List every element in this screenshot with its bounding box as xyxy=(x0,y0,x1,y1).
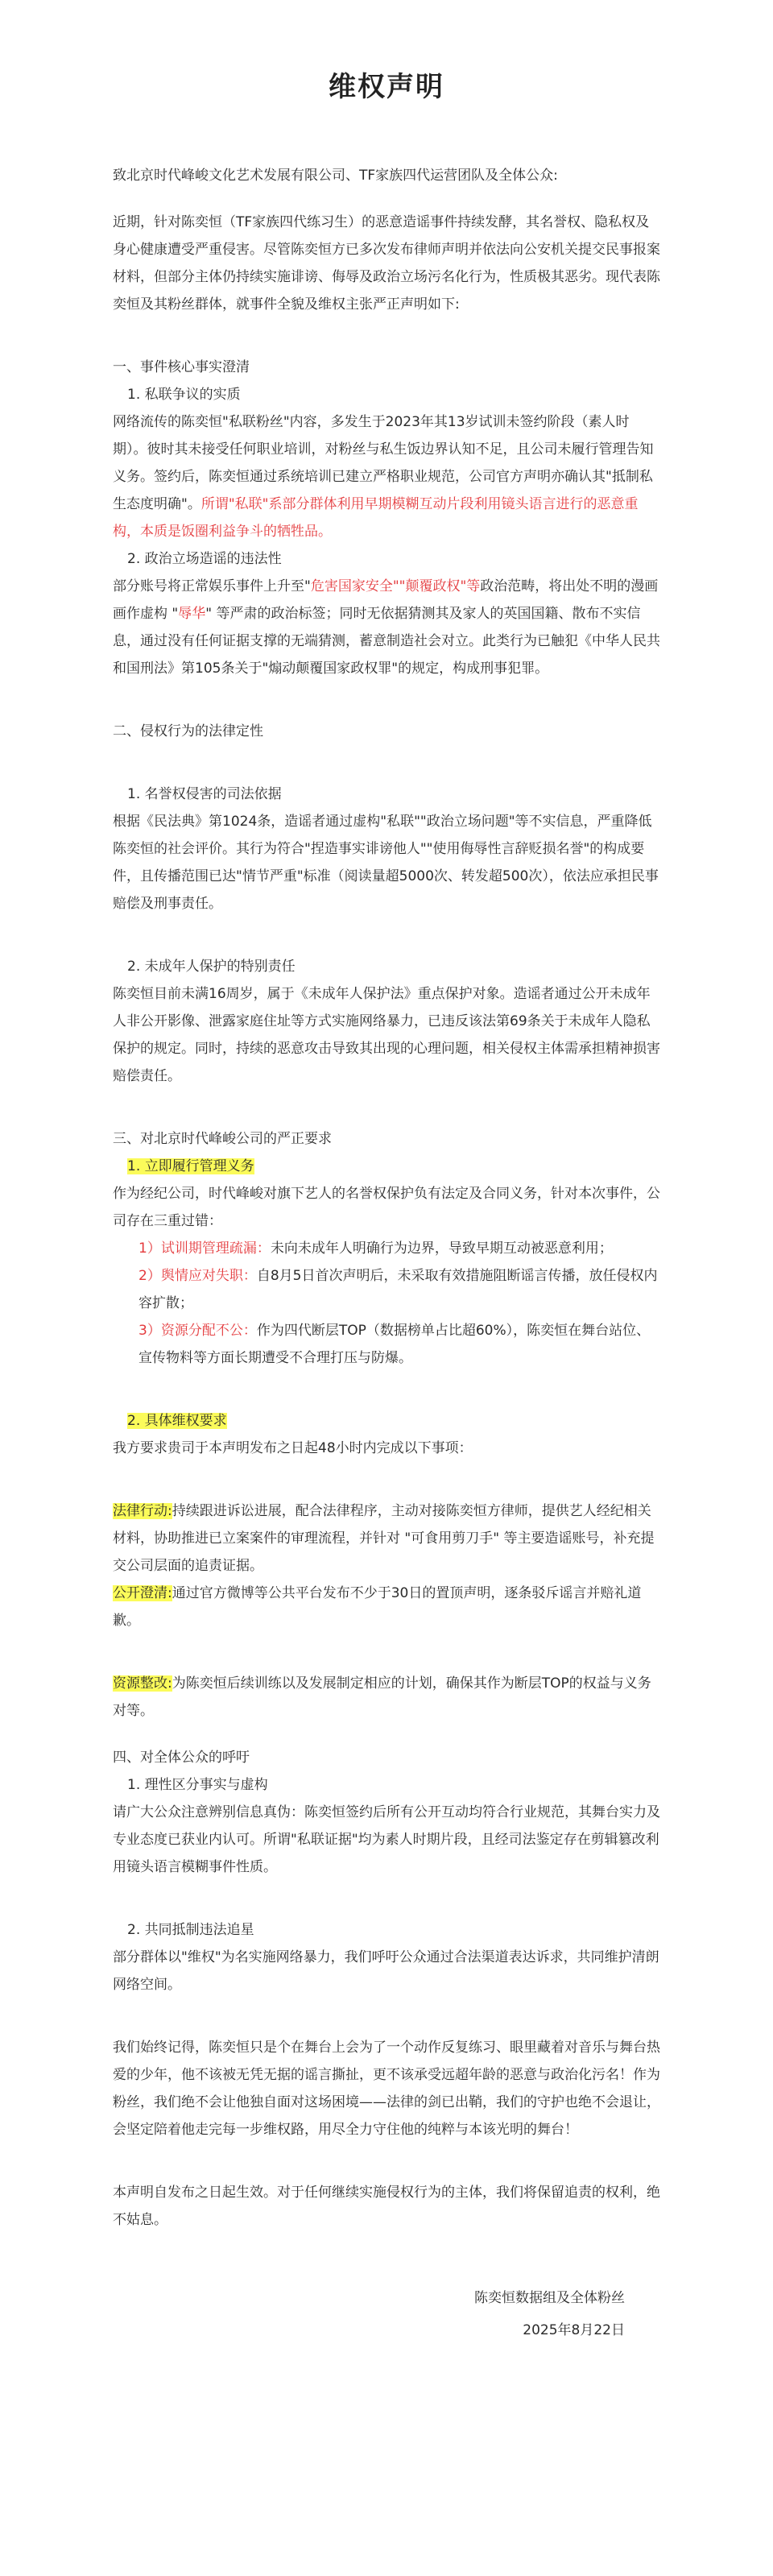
s1-sub2-text-b: 政治范畴，将出处不明的漫画画作虚构 " xyxy=(113,578,659,622)
legal-action-paragraph xyxy=(113,1497,660,1580)
s3-item-1-label: 1）试训期管理疏漏： xyxy=(138,1240,271,1257)
salutation: 致北京时代峰峻文化艺术发展有限公司、TF家族四代运营团队及全体公众: xyxy=(113,168,558,184)
s4-sub2-heading: 2. 共同抵制违法追星 xyxy=(127,1922,254,1938)
legal-action-label: 法律行动: xyxy=(113,1503,172,1519)
s3-item-2 xyxy=(113,1262,660,1317)
s1-sub1-red-text: 所谓"私联"系部分群体利用早期模糊互动片段利用镜头语言进行的恶意重构，本质是饭圈利益争斗的牺牲品。 xyxy=(113,496,639,540)
resource-rectify-text: 为陈奕恒后续训练以及发展制定相应的计划，确保其作为断层TOP的权益与义务对等。 xyxy=(113,1675,651,1719)
s3-sub1-heading xyxy=(113,1153,660,1180)
public-clarify-label: 公开澄清: xyxy=(113,1585,172,1601)
section-4-heading: 四、对全体公众的呼吁 xyxy=(113,1750,250,1766)
signature-org: 陈奕恒数据组及全体粉丝 xyxy=(474,2290,625,2306)
s4-sub1-paragraph: 请广大公众注意辨别信息真伪：陈奕恒签约后所有公开互动均符合行业规范，其舞台实力及专业态度已获业内认可。所谓"私联证据"均为素人时期片段，且经司法鉴定存在剪辑篡改利用镜头语言模糊事件性质。 xyxy=(113,1804,660,1875)
resource-rectify-label: 资源整改: xyxy=(113,1675,172,1692)
s3-sub2-heading-text: 2. 具体维权要求 xyxy=(127,1413,227,1429)
s1-sub2-paragraph xyxy=(113,573,660,682)
s3-item-1-text: 未向未成年人明确行为边界，导致早期互动被恶意利用； xyxy=(270,1240,613,1257)
signature-date: 2025年8月22日 xyxy=(523,2322,625,2338)
s3-item-3 xyxy=(113,1317,660,1372)
s3-sub1-heading-text: 1. 立即履行管理义务 xyxy=(127,1158,254,1174)
s3-item-1 xyxy=(113,1235,660,1262)
section-1-heading: 一、事件核心事实澄清 xyxy=(113,359,250,375)
s2-sub1-heading: 1. 名誉权侵害的司法依据 xyxy=(127,786,282,802)
public-clarify-paragraph xyxy=(113,1580,660,1634)
s4-sub1-heading: 1. 理性区分事实与虚构 xyxy=(127,1777,268,1793)
s3-item-2-label: 2）舆情应对失职： xyxy=(138,1268,257,1284)
resource-rectify-paragraph xyxy=(113,1670,660,1725)
s1-sub1-paragraph xyxy=(113,408,660,545)
s2-sub2-heading: 2. 未成年人保护的特别责任 xyxy=(127,959,296,975)
legal-action-text: 持续跟进诉讼进展，配合法律程序，主动对接陈奕恒方律师，提供艺人经纪相关材料，协助推进已立案案件的审理流程，并针对 "可食用剪刀手" 等主要造谣账号，补充提交公司层面的追责证据。 xyxy=(113,1503,655,1574)
s2-sub1-paragraph: 根据《民法典》第1024条，造谣者通过虚构"私联""政治立场问题"等不实信息，严重降低陈奕恒的社会评价。其行为符合"捏造事实诽谤他人""使用侮辱性言辞贬损名誉"的构成要件，且传播范围已达"情节严重"标准（阅读量超5000次、转发超500次），依法应承担民事赔偿及刑事责任。 xyxy=(113,814,659,912)
effective-paragraph: 本声明自发布之日起生效。对于任何继续实施侵权行为的主体，我们将保留追责的权利，绝不姑息。 xyxy=(113,2185,660,2228)
intro-paragraph: 近期，针对陈奕恒（TF家族四代练习生）的恶意造谣事件持续发酵，其名誉权、隐私权及身心健康遭受严重侵害。尽管陈奕恒方已多次发布律师声明并依法向公安机关提交民事报案材料，但部分主体仍持续实施诽谤、侮辱及政治立场污名化行为，性质极其恶劣。现代表陈奕恒及其粉丝群体，就事件全貌及维权主张严正声明如下: xyxy=(113,214,660,313)
s1-sub2-red-text: 危害国家安全""颠覆政权"等 xyxy=(310,578,481,594)
s3-sub2-paragraph: 我方要求贵司于本声明发布之日起48小时内完成以下事项： xyxy=(113,1440,473,1456)
section-3-heading: 三、对北京时代峰峻公司的严正要求 xyxy=(113,1131,332,1147)
closing-paragraph: 我们始终记得，陈奕恒只是个在舞台上会为了一个动作反复练习、眼里藏着对音乐与舞台热爱的少年，他不该被无凭无据的谣言撕扯，更不该承受远超年龄的恶意与政治化污名！作为粉丝，我们绝不会让他独自面对这场困境——法律的剑已出鞘，我们的守护也绝不会退让，会坚定陪着他走完每一步维权路，用尽全力守住他的纯粹与本该光明的舞台！ xyxy=(113,2040,660,2138)
s1-sub2-text-c: " 等严肃的政治标签；同时无依据猜测其及家人的英国国籍、散布不实信息，通过没有任何证据支撑的无端猜测，蓄意制造社会对立。此类行为已触犯《中华人民共和国刑法》第105条关于"煽动颠覆国家政权罪"的规定，构成刑事犯罪。 xyxy=(113,606,660,677)
public-clarify-text: 通过官方微博等公共平台发布不少于30日的置顶声明，逐条驳斥谣言并赔礼道歉。 xyxy=(113,1585,642,1629)
s3-sub2-heading xyxy=(113,1407,660,1435)
page-title: 维权声明 xyxy=(329,71,444,103)
section-2-heading: 二、侵权行为的法律定性 xyxy=(113,723,263,739)
s1-sub2-red-text-2: 辱华 xyxy=(178,606,206,622)
s4-sub2-paragraph: 部分群体以"维权"为名实施网络暴力，我们呼吁公众通过合法渠道表达诉求，共同维护清朗网络空间。 xyxy=(113,1949,659,1993)
s1-sub2-text-a: 部分账号将正常娱乐事件上升至" xyxy=(113,578,311,594)
s3-item-3-label: 3）资源分配不公： xyxy=(138,1323,257,1339)
s1-sub1-text: 网络流传的陈奕恒"私联粉丝"内容，多发生于2023年其13岁试训未签约阶段（素人时期）。彼时其未接受任何职业培训，对粉丝与私生饭边界认知不足，且公司未履行管理告知义务。签约后，陈奕恒通过系统培训已建立严格职业规范，公司官方声明亦确认其"抵制私生态度明确"。 xyxy=(113,414,654,512)
s3-item-3-text: 作为四代断层TOP（数据榜单占比超60%），陈奕恒在舞台站位、宣传物料等方面长期遭受不合理打压与防爆。 xyxy=(138,1323,651,1366)
s3-item-2-text: 自8月5日首次声明后，未采取有效措施阻断谣言传播，放任侵权内容扩散； xyxy=(138,1268,658,1311)
s1-sub2-heading: 2. 政治立场造谣的违法性 xyxy=(127,551,282,567)
s2-sub2-paragraph: 陈奕恒目前未满16周岁，属于《未成年人保护法》重点保护对象。造谣者通过公开未成年人非公开影像、泄露家庭住址等方式实施网络暴力，已违反该法第69条关于未成年人隐私保护的规定。同时，持续的恶意攻击导致其出现的心理问题，相关侵权主体需承担精神损害赔偿责任。 xyxy=(113,986,660,1084)
s1-sub1-heading: 1. 私联争议的实质 xyxy=(127,387,241,403)
s3-sub1-paragraph: 作为经纪公司，时代峰峻对旗下艺人的名誉权保护负有法定及合同义务，针对本次事件，公司存在三重过错： xyxy=(113,1186,660,1229)
